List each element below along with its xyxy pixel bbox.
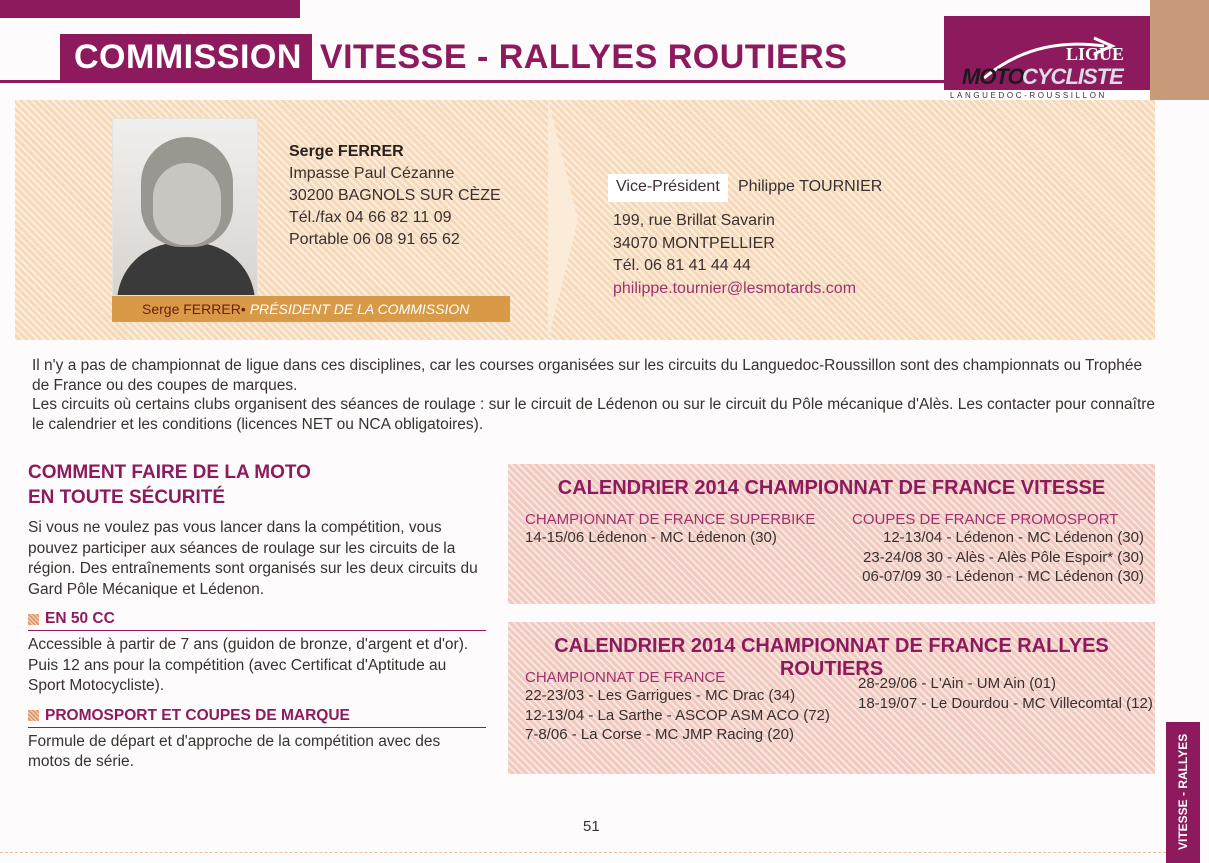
caption-role: PRÉSIDENT DE LA COMMISSION — [249, 301, 470, 317]
square-bullet-icon — [28, 710, 39, 721]
rallyes-event: 7-8/06 - La Corse - MC JMP Racing (20) — [525, 726, 794, 743]
safety-section — [28, 460, 486, 773]
square-bullet-icon — [28, 614, 39, 625]
rallyes-heading: CHAMPIONNAT DE FRANCE — [525, 669, 726, 686]
vice-president-email[interactable]: philippe.tournier@lesmotards.com — [613, 279, 857, 297]
header-top-bar — [0, 0, 300, 18]
title-commission: COMMISSION — [60, 34, 312, 80]
page-number: 51 — [583, 818, 600, 835]
president-address2: 30200 BAGNOLS SUR CÈZE — [289, 187, 501, 204]
sub-text-50cc: Accessible à partir de 7 ans (guidon de bronze, d'argent et d'or). Puis 12 ans pour la compétition (avec Certificat d'Aptitude au Sport Motocycliste). — [28, 636, 469, 694]
rallyes-event: 28-29/06 - L'Ain - UM Ain (01) — [858, 675, 1056, 692]
calendar-vitesse-left — [525, 511, 815, 548]
rallyes-event: 22-23/03 - Les Garrigues - MC Drac (34) — [525, 687, 796, 704]
photo-face — [153, 163, 221, 245]
safety-text: Si vous ne voulez pas vous lancer dans la compétition, vous pouvez participer aux séances de roulage sur les circuits de la région. Des entraînements sont organisés sur les deux circuits du Gard Pôle Mécanique et Lédenon. — [28, 519, 478, 598]
promosport-event: 06-07/09 30 - Lédenon - MC Lédenon (30) — [862, 568, 1144, 585]
sub-heading-promosport-label: PROMOSPORT ET COUPES DE MARQUE — [45, 706, 350, 724]
intro-paragraph-1: Il n'y a pas de championnat de ligue dans ces disciplines, car les courses organisées sur les circuits du Languedoc-Roussillon sont des championnats ou Trophée de France ou des coupes de marques. — [32, 357, 1143, 394]
sub-heading-50cc — [28, 610, 486, 631]
rallyes-event: 12-13/04 - La Sarthe - ASCOP ASM ACO (72) — [525, 706, 830, 724]
vice-president-name: Philippe TOURNIER — [738, 178, 883, 195]
promosport-event: 23-24/08 30 - Alès - Alès Pôle Espoir* (30) — [863, 548, 1144, 566]
calendar-rallyes-title: CALENDRIER 2014 CHAMPIONNAT DE FRANCE RALLYES ROUTIERS — [554, 635, 1109, 680]
section-side-tab-label: VITESSE - RALLYES — [1176, 733, 1190, 850]
rallyes-event: 18-19/07 - Le Dourdou - MC Villecomtal (12) — [858, 694, 1153, 712]
president-mobile: Portable 06 08 91 65 62 — [289, 231, 460, 248]
promosport-event: 12-13/04 - Lédenon - MC Lédenon (30) — [882, 529, 1144, 546]
vice-president-address1: 199, rue Brillat Savarin — [613, 212, 775, 229]
caption-name: Serge FERRER — [142, 301, 241, 317]
sub-heading-50cc-label: EN 50 CC — [45, 610, 115, 627]
vice-president-address2: 34070 MONTPELLIER — [613, 234, 775, 252]
logo-moto-text: MOTO — [962, 64, 1024, 89]
page-title — [60, 34, 847, 80]
logo-cycliste-text: CYCLISTE — [1022, 64, 1123, 89]
superbike-event: 14-15/06 Lédenon - MC Lédenon (30) — [525, 529, 777, 546]
caption-bullet: • — [240, 301, 246, 317]
photo-body — [117, 243, 255, 296]
intro-paragraph-2: Les circuits où certains clubs organisent des séances de roulage : sur le circuit de Lédenon ou sur le circuit du Pôle mécanique d'Alès. Les contacter pour connaître le calendrier et les conditions (licences NET ou NCA obligatoires). — [32, 396, 1156, 433]
sub-text-promosport: Formule de départ et d'approche de la compétition avec des motos de série. — [28, 732, 441, 770]
president-name: Serge FERRER — [289, 143, 404, 160]
sub-heading-promosport — [28, 707, 486, 728]
promosport-heading: COUPES DE FRANCE PROMOSPORT — [852, 511, 1119, 528]
safety-heading-line2: EN TOUTE SÉCURITÉ — [28, 487, 226, 508]
bottom-dashed-line — [0, 852, 1166, 854]
calendar-rallyes — [508, 622, 1155, 774]
president-address1: Impasse Paul Cézanne — [289, 165, 455, 182]
logo-side-stripe — [1150, 0, 1209, 100]
vice-president-phone: Tél. 06 81 41 44 44 — [613, 257, 751, 274]
superbike-heading: CHAMPIONNAT DE FRANCE SUPERBIKE — [525, 511, 816, 528]
title-discipline: VITESSE - RALLYES ROUTIERS — [319, 37, 848, 76]
president-contact — [289, 141, 501, 251]
president-photo — [112, 118, 258, 296]
calendar-vitesse — [508, 464, 1155, 604]
calendar-rallyes-right — [858, 674, 1153, 713]
calendar-vitesse-title: CALENDRIER 2014 CHAMPIONNAT DE FRANCE VITESSE — [557, 477, 1106, 499]
president-phone: Tél./fax 04 66 82 11 09 — [289, 209, 452, 226]
intro-text — [32, 356, 1162, 434]
calendar-rallyes-left — [525, 669, 830, 745]
president-caption — [112, 296, 510, 322]
vice-president-label: Vice-Président — [608, 174, 728, 202]
logo-ligue-text: LIGUE — [1065, 44, 1124, 64]
safety-heading-line1: COMMENT FAIRE DE LA MOTO — [28, 462, 311, 483]
ligue-logo — [944, 16, 1150, 100]
logo-region-text: LANGUEDOC-ROUSSILLON — [950, 91, 1107, 100]
vice-president-contact — [613, 210, 856, 300]
calendar-vitesse-right — [852, 511, 1144, 587]
